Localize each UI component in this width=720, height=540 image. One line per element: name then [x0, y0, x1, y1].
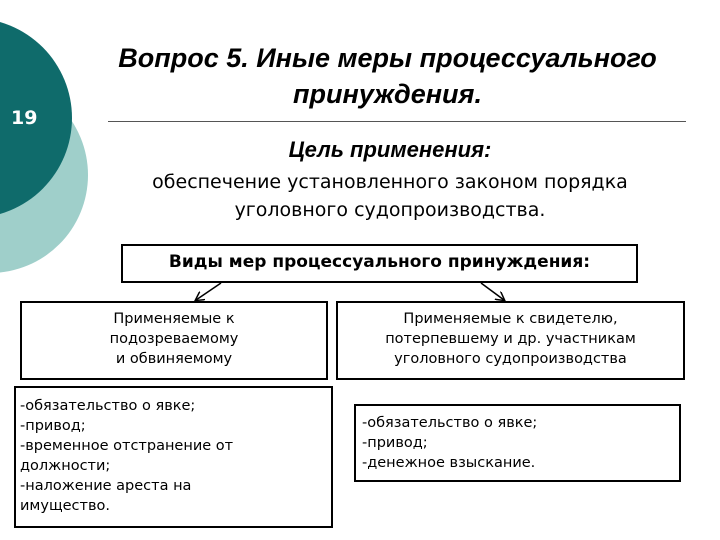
right-heading-line: потерпевшему и др. участникам — [385, 331, 636, 347]
left-heading-line: Применяемые к — [113, 311, 235, 327]
left-branch-measures-box — [14, 386, 333, 528]
title-line-2: принуждения. — [293, 79, 482, 109]
title-line-1: Вопрос 5. Иные меры процессуального — [118, 43, 657, 73]
left-measure-item: -временное отстранение от — [20, 438, 234, 454]
goal-text — [70, 168, 710, 224]
left-measure-item: должности; — [20, 458, 111, 474]
right-branch-heading-box — [336, 301, 685, 380]
right-measure-item: -привод; — [362, 435, 428, 451]
right-branch-measures-box — [354, 404, 681, 482]
right-measure-item: -денежное взыскание. — [362, 455, 536, 471]
right-heading-line: Применяемые к свидетелю, — [403, 311, 618, 327]
left-measure-item: -наложение ареста на — [20, 478, 192, 494]
left-branch-heading-box — [20, 301, 328, 380]
goal-line-2: уголовного судопроизводства. — [234, 199, 546, 221]
slide-number: 19 — [11, 107, 38, 129]
subtitle: Цель применения: — [288, 137, 492, 162]
types-heading: Виды мер процессуального принуждения: — [168, 252, 591, 272]
types-heading-box — [121, 244, 638, 283]
right-measure-item: -обязательство о явке; — [362, 415, 538, 431]
arrow-to-right-branch — [481, 283, 504, 300]
title-divider — [108, 121, 686, 122]
left-heading-line: подозреваемому — [109, 331, 239, 347]
left-measure-item: -привод; — [20, 418, 86, 434]
arrow-to-left-branch — [196, 283, 221, 300]
left-measure-item: -обязательство о явке; — [20, 398, 196, 414]
goal-line-1: обеспечение установленного законом порядка — [152, 171, 628, 193]
right-heading-line: уголовного судопроизводства — [394, 351, 627, 367]
left-measure-item: имущество. — [20, 498, 110, 514]
left-heading-line: и обвиняемому — [115, 351, 233, 367]
slide-title — [60, 40, 715, 112]
